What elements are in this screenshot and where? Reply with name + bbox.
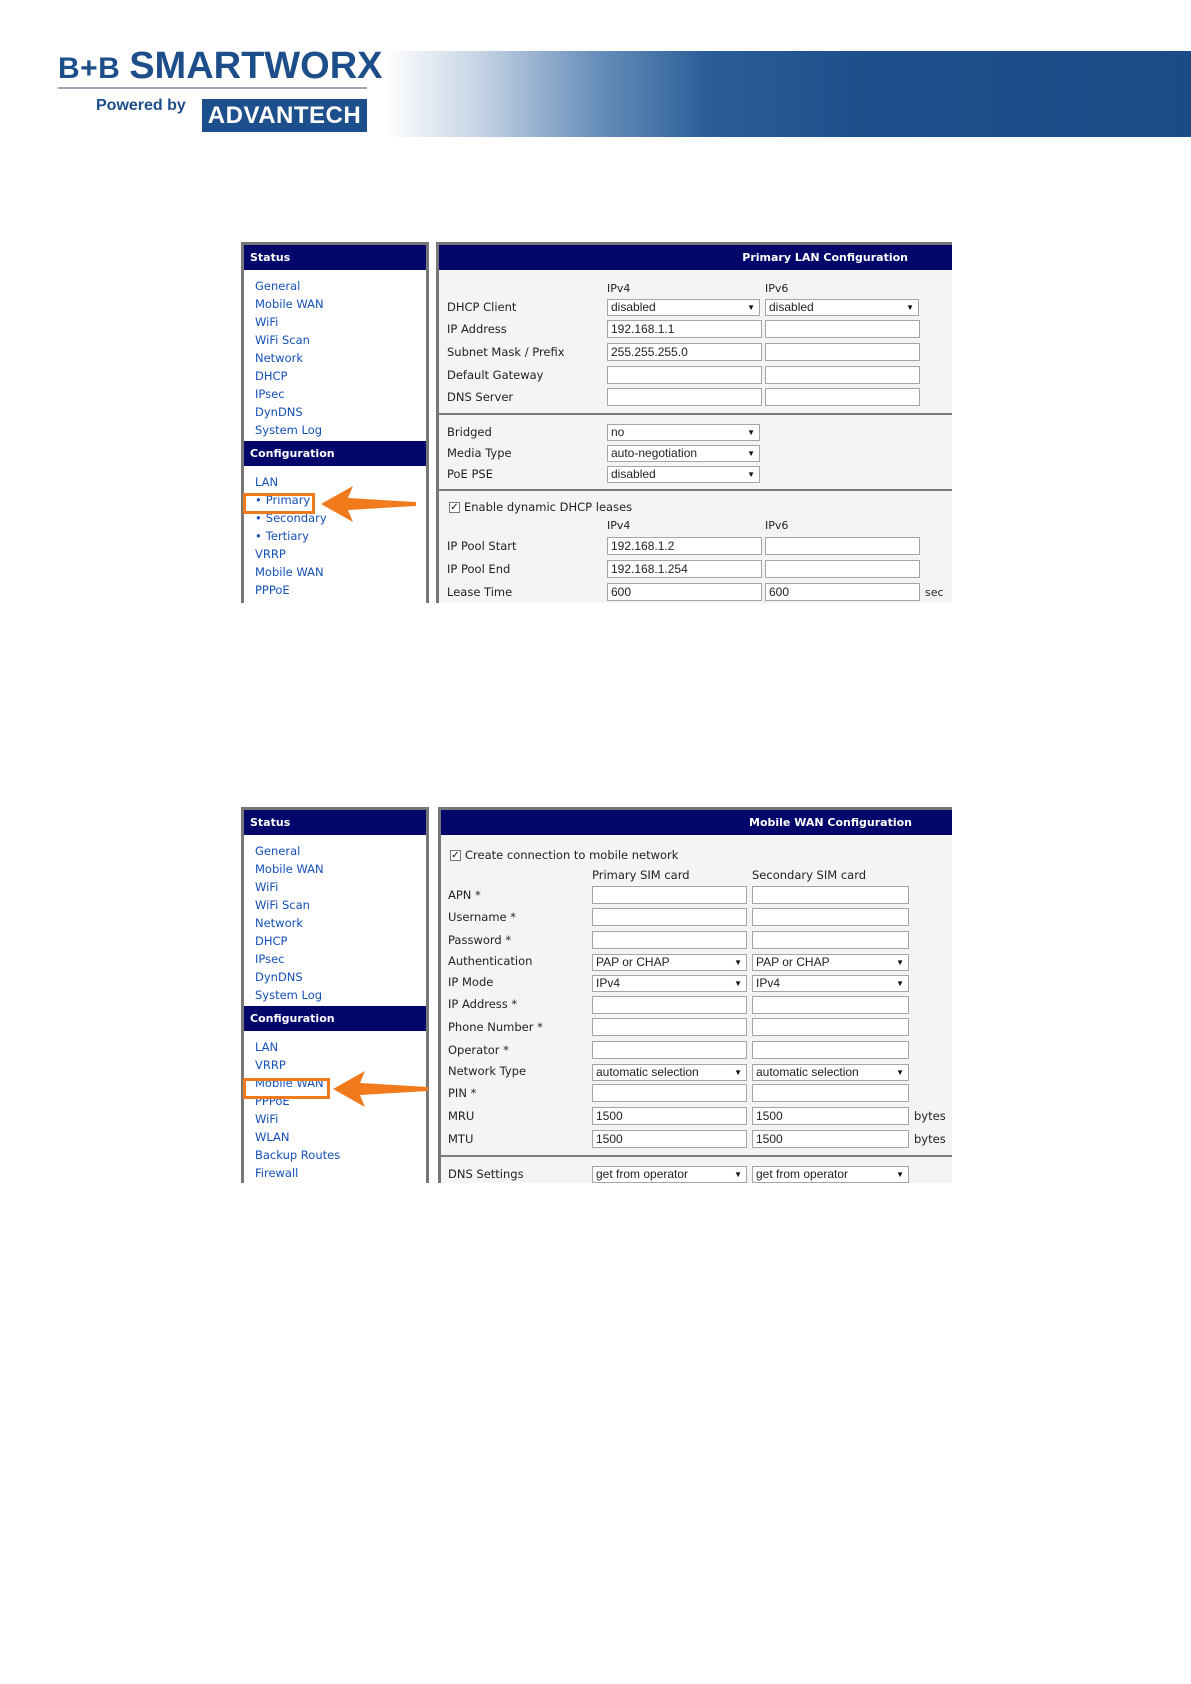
operator-primary-input[interactable]: [592, 1041, 747, 1059]
phone-secondary-input[interactable]: [752, 1018, 909, 1036]
sidebar-item-dyndns[interactable]: DynDNS: [255, 405, 303, 419]
status-menu: [244, 270, 426, 441]
bridged-value: no: [611, 425, 625, 439]
apn-primary-input[interactable]: [592, 886, 747, 904]
auth-secondary-select[interactable]: [752, 954, 909, 971]
sidebar-item-network[interactable]: Network: [255, 916, 304, 930]
sidebar-item-mobile-wan[interactable]: Mobile WAN: [255, 862, 324, 876]
sidebar-config-heading: Configuration: [244, 1006, 426, 1031]
logo-divider: [58, 87, 367, 89]
subnet-label: Subnet Mask / Prefix: [447, 345, 565, 359]
subnet-ipv6-input[interactable]: [765, 343, 920, 361]
poe-value: disabled: [611, 467, 656, 481]
bridged-select[interactable]: [607, 424, 760, 441]
sidebar-config-heading: Configuration: [244, 441, 426, 466]
sidebar-item-mobile-wan-config[interactable]: Mobile WAN: [255, 565, 324, 579]
sidebar-item-secondary-label: Secondary: [265, 511, 327, 525]
poe-label: PoE PSE: [447, 467, 493, 481]
lease-unit: sec: [925, 586, 944, 599]
ip-mode-secondary-value: IPv4: [756, 976, 781, 990]
ip-mode-primary-select[interactable]: [592, 975, 747, 992]
sidebar-item-pppoe[interactable]: PPPoE: [255, 1094, 290, 1108]
dropdown-arrow-icon: ▼: [747, 449, 755, 458]
mtu-label: MTU: [448, 1132, 474, 1146]
section-divider: [439, 489, 952, 491]
mru-secondary-input[interactable]: 1500: [752, 1107, 909, 1125]
sidebar-item-ipsec[interactable]: IPsec: [255, 952, 285, 966]
dns-secondary-select[interactable]: [752, 1166, 909, 1183]
bullet-icon: •: [255, 493, 262, 507]
sidebar-item-backup-routes[interactable]: Backup Routes: [255, 1148, 341, 1162]
bridged-label: Bridged: [447, 425, 492, 439]
gateway-ipv4-input[interactable]: [607, 366, 762, 384]
pin-secondary-input[interactable]: [752, 1084, 909, 1102]
gateway-label: Default Gateway: [447, 368, 544, 382]
sidebar-item-general[interactable]: General: [255, 844, 301, 858]
subnet-ipv4-input[interactable]: 255.255.255.0: [607, 343, 762, 361]
pool-start-ipv6-input[interactable]: [765, 537, 920, 555]
dropdown-arrow-icon: ▼: [896, 958, 904, 967]
dropdown-arrow-icon: ▼: [747, 303, 755, 312]
pin-label: PIN *: [448, 1086, 477, 1100]
header-banner: [384, 51, 1191, 137]
username-label: Username *: [448, 910, 517, 924]
dropdown-arrow-icon: ▼: [747, 428, 755, 437]
mtu-primary-input[interactable]: 1500: [592, 1130, 747, 1148]
sidebar-item-mobile-wan-config[interactable]: Mobile WAN: [255, 1076, 324, 1090]
sidebar-item-system-log[interactable]: System Log: [255, 423, 323, 437]
auth-secondary-value: PAP or CHAP: [756, 955, 830, 969]
sidebar-item-lan[interactable]: LAN: [255, 1040, 279, 1054]
sidebar-item-firewall[interactable]: Firewall: [255, 1166, 299, 1180]
password-secondary-input[interactable]: [752, 931, 909, 949]
gateway-ipv6-input[interactable]: [765, 366, 920, 384]
sidebar-item-mobile-wan[interactable]: Mobile WAN: [255, 297, 324, 311]
create-connection-checkbox[interactable]: ✓: [451, 850, 460, 861]
dns-primary-value: get from operator: [596, 1167, 689, 1181]
sidebar-item-tertiary[interactable]: [244, 527, 426, 545]
dns-ipv6-input[interactable]: [765, 388, 920, 406]
sidebar-item-dyndns[interactable]: DynDNS: [255, 970, 303, 984]
col-primary-sim: Primary SIM card: [592, 868, 690, 882]
dhcp-enable-checkbox[interactable]: ✓: [450, 502, 459, 513]
operator-secondary-input[interactable]: [752, 1041, 909, 1059]
apn-secondary-input[interactable]: [752, 886, 909, 904]
network-type-secondary-value: automatic selection: [756, 1065, 859, 1079]
dhcp-enable-label: Enable dynamic DHCP leases: [464, 500, 633, 514]
sidebar-item-primary-label: Primary: [265, 493, 311, 507]
logo-part2: SMARTWORX: [129, 45, 383, 87]
dns-server-label: DNS Server: [447, 390, 514, 404]
lan-config-screenshot: [241, 242, 952, 603]
dropdown-arrow-icon: ▼: [896, 979, 904, 988]
network-type-secondary-select[interactable]: [752, 1064, 909, 1081]
primary-highlight-box: [243, 493, 315, 514]
dns-settings-label: DNS Settings: [448, 1167, 524, 1181]
sidebar-status-heading: Status: [244, 810, 426, 835]
lease-time-label: Lease Time: [447, 585, 513, 599]
col-ipv4: IPv4: [607, 282, 631, 295]
network-type-label: Network Type: [448, 1064, 527, 1078]
dns-ipv4-input[interactable]: [607, 388, 762, 406]
dropdown-arrow-icon: ▼: [734, 1170, 742, 1179]
dhcp-client-label: DHCP Client: [447, 300, 517, 314]
pool-end-ipv6-input[interactable]: [765, 560, 920, 578]
create-connection-label: Create connection to mobile network: [465, 848, 679, 862]
col-ipv6: IPv6: [765, 282, 789, 295]
pool-start-ipv4-input[interactable]: 192.168.1.2: [607, 537, 762, 555]
dropdown-arrow-icon: ▼: [734, 979, 742, 988]
powered-by-text: Powered by: [96, 97, 186, 114]
ip-address-ipv4-input[interactable]: 192.168.1.1: [607, 320, 762, 338]
ip-address-label: IP Address *: [448, 997, 518, 1011]
ip-address-primary-input[interactable]: [592, 996, 747, 1014]
mobile-wan-highlight-box: [243, 1078, 330, 1099]
lease-ipv4-input[interactable]: 600: [607, 583, 762, 601]
sidebar-item-wifi-scan[interactable]: WiFi Scan: [255, 898, 310, 912]
auth-primary-select[interactable]: [592, 954, 747, 971]
dns-primary-select[interactable]: [592, 1166, 747, 1183]
sidebar-item-wifi[interactable]: WiFi: [255, 315, 279, 329]
pool-end-ipv4-input[interactable]: 192.168.1.254: [607, 560, 762, 578]
sidebar-item-system-log[interactable]: System Log: [255, 988, 323, 1002]
sidebar-item-dhcp[interactable]: DHCP: [255, 369, 288, 383]
network-type-primary-select[interactable]: [592, 1064, 747, 1081]
sidebar-item-vrrp[interactable]: VRRP: [255, 1058, 286, 1072]
pool-start-label: IP Pool Start: [447, 539, 517, 553]
mtu-secondary-input[interactable]: 1500: [752, 1130, 909, 1148]
col-ipv6: IPv6: [765, 519, 789, 532]
media-type-label: Media Type: [447, 446, 512, 460]
dropdown-arrow-icon: ▼: [896, 1068, 904, 1077]
ip-address-label: IP Address: [447, 322, 507, 336]
dhcp-client-ipv4-value: disabled: [611, 300, 656, 314]
ip-mode-label: IP Mode: [448, 975, 494, 989]
lease-ipv6-input[interactable]: 600: [765, 583, 920, 601]
dhcp-client-ipv4-select[interactable]: [607, 299, 760, 316]
mtu-unit: bytes: [914, 1132, 946, 1146]
section-divider: [439, 413, 952, 415]
media-type-value: auto-negotiation: [611, 446, 698, 460]
sidebar-item-wifi[interactable]: WiFi: [255, 880, 279, 894]
sidebar-item-ipsec[interactable]: IPsec: [255, 387, 285, 401]
dhcp-client-ipv6-value: disabled: [769, 300, 814, 314]
bullet-icon: •: [255, 511, 262, 525]
poe-select[interactable]: [607, 466, 760, 483]
sidebar-item-wifi-config[interactable]: WiFi: [255, 1112, 279, 1126]
ip-address-secondary-input[interactable]: [752, 996, 909, 1014]
ip-address-ipv6-input[interactable]: [765, 320, 920, 338]
sidebar-item-lan[interactable]: LAN: [255, 475, 279, 489]
password-label: Password *: [448, 933, 512, 947]
dns-secondary-value: get from operator: [756, 1167, 849, 1181]
apn-label: APN *: [448, 888, 481, 902]
sidebar-item-tertiary-label: Tertiary: [265, 529, 309, 543]
media-type-select[interactable]: [607, 445, 760, 462]
dhcp-client-ipv6-select[interactable]: [765, 299, 919, 316]
sidebar-item-vrrp[interactable]: VRRP: [255, 547, 286, 561]
sidebar-item-dhcp[interactable]: DHCP: [255, 934, 288, 948]
status-menu: [244, 835, 426, 1006]
mobile-wan-config-screenshot: [241, 807, 952, 1183]
sidebar-item-general[interactable]: General: [255, 279, 301, 293]
sidebar-item-pppoe[interactable]: PPPoE: [255, 583, 290, 597]
orange-arrow-icon: [321, 485, 417, 523]
col-secondary-sim: Secondary SIM card: [752, 868, 867, 882]
dropdown-arrow-icon: ▼: [906, 303, 914, 312]
pool-end-label: IP Pool End: [447, 562, 511, 576]
mobile-wan-config-panel: [438, 807, 952, 1183]
password-primary-input[interactable]: [592, 931, 747, 949]
sidebar: [241, 807, 429, 1183]
phone-primary-input[interactable]: [592, 1018, 747, 1036]
dropdown-arrow-icon: ▼: [734, 958, 742, 967]
dropdown-arrow-icon: ▼: [896, 1170, 904, 1179]
username-primary-input[interactable]: [592, 908, 747, 926]
dropdown-arrow-icon: ▼: [747, 470, 755, 479]
phone-label: Phone Number *: [448, 1020, 543, 1034]
sidebar-item-network[interactable]: Network: [255, 351, 304, 365]
network-type-primary-value: automatic selection: [596, 1065, 699, 1079]
sidebar-item-wifi-scan[interactable]: WiFi Scan: [255, 333, 310, 347]
mru-primary-input[interactable]: 1500: [592, 1107, 747, 1125]
ip-mode-primary-value: IPv4: [596, 976, 621, 990]
operator-label: Operator *: [448, 1043, 509, 1057]
dropdown-arrow-icon: ▼: [734, 1068, 742, 1077]
logo-part1: B+B: [58, 52, 121, 85]
username-secondary-input[interactable]: [752, 908, 909, 926]
panel-title: Primary LAN Configuration: [439, 245, 952, 270]
brand-logo: [58, 46, 383, 86]
pin-primary-input[interactable]: [592, 1084, 747, 1102]
sidebar: [241, 242, 429, 603]
mru-label: MRU: [448, 1109, 475, 1123]
partner-logo: ADVANTECH: [202, 99, 367, 132]
lan-config-panel: [436, 242, 952, 603]
sidebar-status-heading: Status: [244, 245, 426, 270]
col-ipv4: IPv4: [607, 519, 631, 532]
ip-mode-secondary-select[interactable]: [752, 975, 909, 992]
sidebar-item-wlan[interactable]: WLAN: [255, 1130, 290, 1144]
bullet-icon: •: [255, 529, 262, 543]
auth-label: Authentication: [448, 954, 533, 968]
mru-unit: bytes: [914, 1109, 946, 1123]
auth-primary-value: PAP or CHAP: [596, 955, 670, 969]
panel-title: Mobile WAN Configuration: [441, 810, 952, 835]
section-divider: [441, 1155, 952, 1157]
orange-arrow-icon: [333, 1070, 429, 1108]
